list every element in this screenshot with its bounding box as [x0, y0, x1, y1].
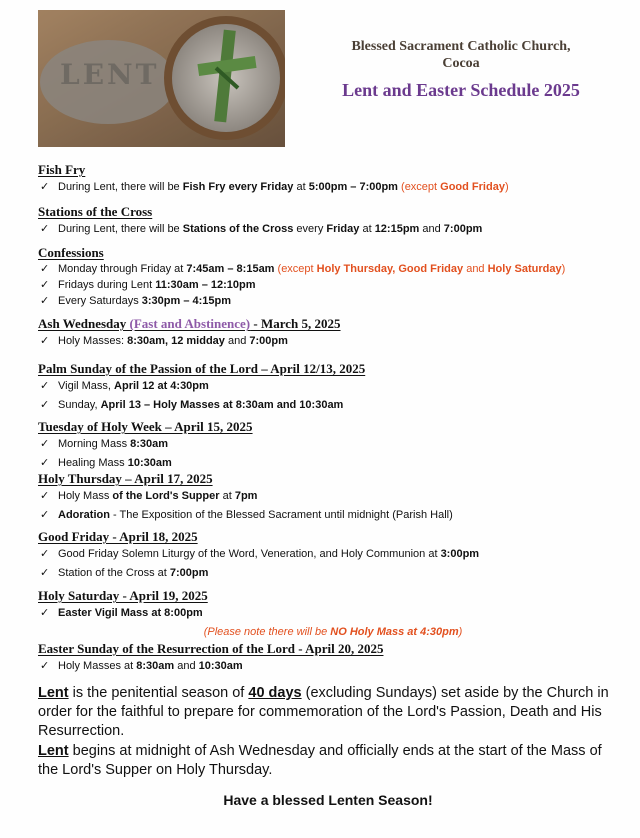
list-item: ✓ Monday through Friday at 7:45am – 8:15am (except Holy Thursday, Good Friday and Holy Saturday)	[40, 263, 566, 275]
list-item: ✓ Holy Mass of the Lord's Supper at 7pm	[38, 487, 628, 506]
page-title: Lent and Easter Schedule 2025	[342, 80, 580, 100]
list-item: ✓ Station of the Cross at 7:00pm	[38, 564, 628, 583]
check-icon: ✓	[40, 279, 50, 291]
check-icon: ✓	[40, 335, 50, 347]
check-icon: ✓	[40, 548, 50, 560]
check-icon: ✓	[40, 263, 50, 275]
church-name-line2: Cocoa	[442, 56, 480, 71]
list-item: ✓ Fridays during Lent 11:30am – 12:10pm	[40, 279, 256, 291]
list-item: ✓ Holy Masses at 8:30am and 10:30am	[38, 657, 628, 676]
heading-easter-sunday: Easter Sunday of the Resurrection of the Lord - April 20, 2025	[38, 641, 384, 656]
check-icon: ✓	[40, 399, 50, 411]
section-stations	[38, 204, 628, 239]
section-confessions	[38, 245, 628, 309]
check-icon: ✓	[40, 607, 50, 619]
heading-good-friday: Good Friday - April 18, 2025	[38, 529, 198, 544]
section-tuesday	[38, 419, 628, 473]
check-icon: ✓	[40, 457, 50, 469]
check-icon: ✓	[40, 567, 50, 579]
section-palm-sunday	[38, 361, 628, 415]
heading-stations: Stations of the Cross	[38, 204, 153, 219]
heading-confessions: Confessions	[38, 245, 104, 260]
check-icon: ✓	[40, 509, 50, 521]
heading-holy-thursday: Holy Thursday – April 17, 2025	[38, 471, 213, 486]
closing-message: Have a blessed Lenten Season!	[223, 792, 433, 808]
list-item: ✓ Healing Mass 10:30am	[38, 454, 628, 473]
section-good-friday	[38, 529, 628, 583]
church-name-line1: Blessed Sacrament Catholic Church,	[351, 39, 571, 54]
list-item: ✓ Vigil Mass, April 12 at 4:30pm	[38, 377, 628, 396]
check-icon: ✓	[40, 295, 50, 307]
lent-ashes-image	[38, 10, 285, 147]
list-item: ✓ Easter Vigil Mass at 8:00pm	[38, 604, 628, 623]
heading-ash-wednesday: Ash Wednesday (Fast and Abstinence) - March 5, 2025	[38, 316, 341, 331]
section-holy-thursday	[38, 471, 628, 525]
section-holy-saturday	[38, 588, 628, 641]
church-name	[300, 38, 622, 72]
lent-ash-letters: LENT	[60, 58, 160, 91]
check-icon: ✓	[40, 660, 50, 672]
heading-tuesday: Tuesday of Holy Week – April 15, 2025	[38, 419, 253, 434]
section-ash-wednesday	[38, 316, 628, 351]
no-mass-note: (Please note there will be NO Holy Mass at 4:30pm)	[203, 626, 463, 638]
list-item: ✓ Every Saturdays 3:30pm – 4:15pm	[40, 295, 232, 307]
list-item: ✓ Holy Masses: 8:30am, 12 midday and 7:00pm	[38, 332, 628, 351]
lent-period-description: Lent begins at midnight of Ash Wednesday and officially ends at the start of the Mass of the Lord's Supper on Holy Thursday.	[38, 743, 602, 778]
list-item: ✓ Adoration - The Exposition of the Blessed Sacrament until midnight (Parish Hall)	[38, 506, 628, 525]
check-icon: ✓	[40, 490, 50, 502]
check-icon: ✓	[40, 438, 50, 450]
check-icon: ✓	[40, 223, 50, 235]
list-item: ✓ During Lent, there will be Stations of the Cross every Friday at 12:15pm and 7:00pm	[38, 220, 628, 239]
list-item: ✓ Sunday, April 13 – Holy Masses at 8:30am and 10:30am	[38, 396, 628, 415]
section-easter-sunday	[38, 641, 628, 676]
lent-description: Lent is the penitential season of 40 days (excluding Sundays) set aside by the Church in order for the faithful to prepare for commemoration of the Lord's Passion, Death and His Resurrection.	[38, 685, 609, 739]
heading-holy-saturday: Holy Saturday - April 19, 2025	[38, 588, 208, 603]
list-item: ✓ Morning Mass 8:30am	[38, 435, 628, 454]
list-item: ✓ Good Friday Solemn Liturgy of the Word, Veneration, and Holy Communion at 3:00pm	[38, 545, 628, 564]
list-item: ✓ During Lent, there will be Fish Fry every Friday at 5:00pm – 7:00pm (except Good Friday)	[38, 178, 628, 197]
check-icon: ✓	[40, 181, 50, 193]
heading-fish-fry: Fish Fry	[38, 162, 86, 177]
check-icon: ✓	[40, 380, 50, 392]
heading-palm-sunday: Palm Sunday of the Passion of the Lord – April 12/13, 2025	[38, 361, 366, 376]
section-fish-fry	[38, 162, 628, 197]
